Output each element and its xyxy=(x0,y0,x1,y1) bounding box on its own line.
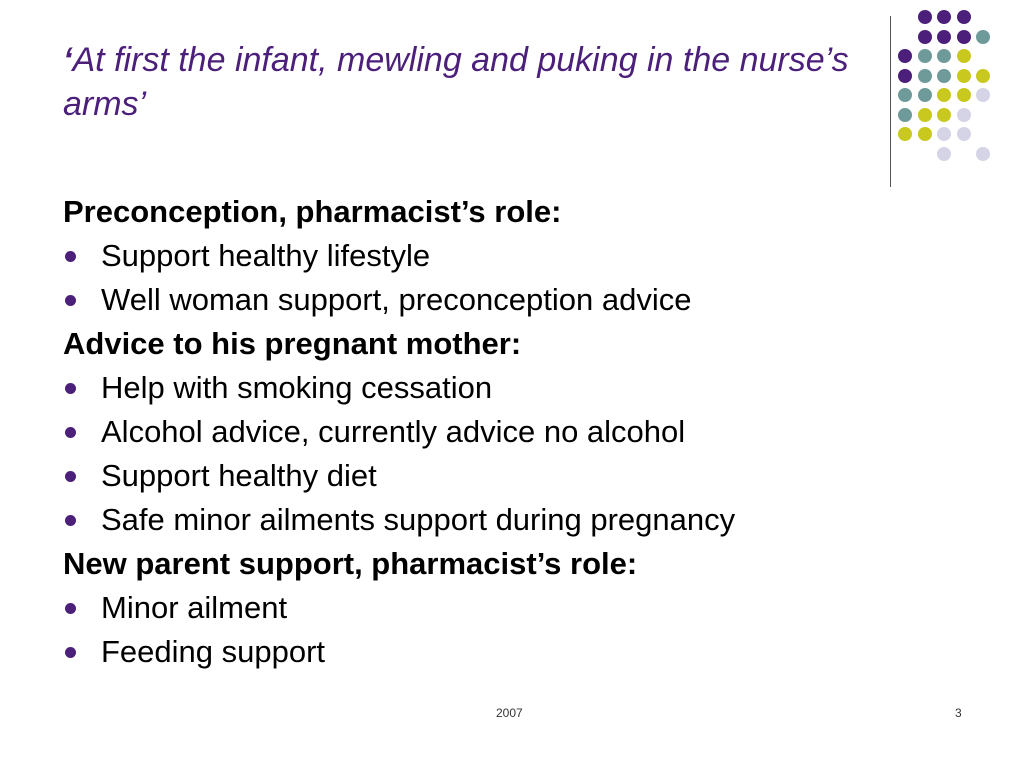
decorative-dot xyxy=(957,10,971,24)
decorative-dot xyxy=(918,127,932,141)
bullet-dot-icon xyxy=(65,295,76,306)
title-text: At first the infant, mewling and puking in the nurse’s arms’ xyxy=(63,41,849,123)
decorative-dot xyxy=(898,127,912,141)
bullet-text: Help with smoking cessation xyxy=(101,370,493,405)
bullet-text: Feeding support xyxy=(101,634,326,669)
decorative-dot xyxy=(937,147,951,161)
decorative-dot xyxy=(937,127,951,141)
footer-date: 2007 xyxy=(496,706,523,720)
decorative-dot xyxy=(937,88,951,102)
decorative-dot xyxy=(898,108,912,122)
decorative-dot xyxy=(957,49,971,63)
decorative-dot xyxy=(957,88,971,102)
decorative-dot xyxy=(957,127,971,141)
decorative-dot xyxy=(957,69,971,83)
bullet-text: Alcohol advice, currently advice no alcohol xyxy=(101,414,686,449)
slide-body xyxy=(63,190,963,674)
decorative-dot xyxy=(976,88,990,102)
bullet-item xyxy=(63,410,963,454)
decorative-dot xyxy=(937,10,951,24)
bullet-text: Safe minor ailments support during pregnancy xyxy=(101,502,736,537)
decorative-dot xyxy=(937,69,951,83)
bullet-item xyxy=(63,366,963,410)
decorative-dot xyxy=(918,69,932,83)
decorative-dot xyxy=(957,108,971,122)
vertical-divider xyxy=(890,16,891,187)
page-number: 3 xyxy=(955,706,962,720)
bullet-item xyxy=(63,586,963,630)
bullet-dot-icon xyxy=(65,471,76,482)
decorative-dot xyxy=(898,69,912,83)
decorative-dot xyxy=(898,49,912,63)
slide-title xyxy=(63,38,883,126)
bullet-dot-icon xyxy=(65,251,76,262)
decorative-dot xyxy=(937,108,951,122)
bullet-item xyxy=(63,630,963,674)
bullet-dot-icon xyxy=(65,427,76,438)
bullet-text: Minor ailment xyxy=(101,590,288,625)
decorative-dot-grid xyxy=(898,10,1008,170)
bullet-dot-icon xyxy=(65,603,76,614)
title-opening-quote: ‘ xyxy=(63,41,73,79)
bullet-item xyxy=(63,498,963,542)
section-heading-pregnant-mother: Advice to his pregnant mother: xyxy=(63,326,522,361)
decorative-dot xyxy=(957,30,971,44)
decorative-dot xyxy=(918,88,932,102)
bullet-text: Support healthy diet xyxy=(101,458,377,493)
decorative-dot xyxy=(976,147,990,161)
section-heading-preconception: Preconception, pharmacist’s role: xyxy=(63,194,562,229)
bullet-dot-icon xyxy=(65,647,76,658)
decorative-dot xyxy=(918,108,932,122)
bullet-text: Support healthy lifestyle xyxy=(101,238,431,273)
decorative-dot xyxy=(898,88,912,102)
bullet-item xyxy=(63,454,963,498)
decorative-dot xyxy=(937,49,951,63)
decorative-dot xyxy=(918,49,932,63)
section-heading-new-parent: New parent support, pharmacist’s role: xyxy=(63,546,638,581)
decorative-dot xyxy=(918,30,932,44)
decorative-dot xyxy=(976,30,990,44)
bullet-item xyxy=(63,234,963,278)
decorative-dot xyxy=(918,10,932,24)
bullet-text: Well woman support, preconception advice xyxy=(101,282,692,317)
bullet-item xyxy=(63,278,963,322)
decorative-dot xyxy=(976,69,990,83)
decorative-dot xyxy=(937,30,951,44)
bullet-dot-icon xyxy=(65,515,76,526)
bullet-dot-icon xyxy=(65,383,76,394)
